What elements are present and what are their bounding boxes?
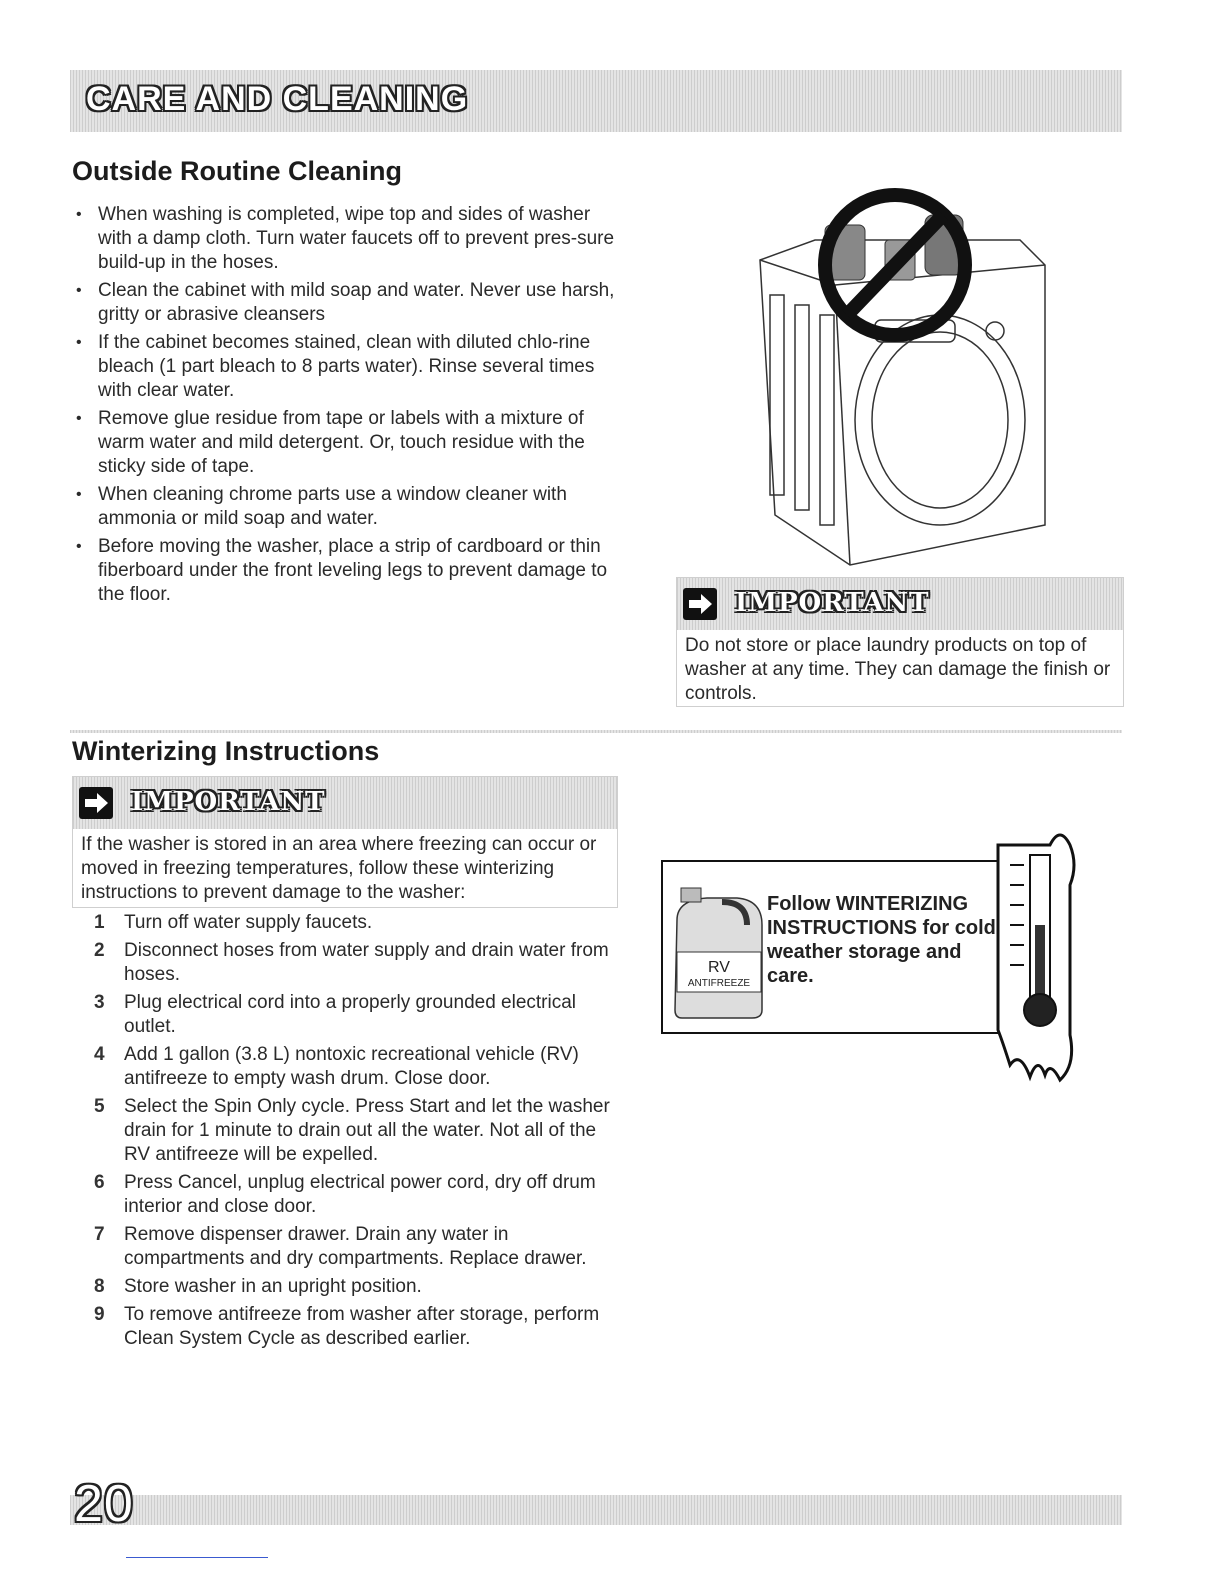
step-number: 8 [94,1276,105,1297]
callout-text: Follow WINTERIZING INSTRUCTIONS for cold weather storage and care. [767,893,996,987]
step-number: 2 [94,940,105,961]
section-divider [70,730,1122,733]
step-text: Turn off water supply faucets. [124,912,373,933]
step-text: Plug electrical cord into a properly grounded electrical outlet. [124,992,577,1037]
jug-label-rv: RV [708,959,730,976]
step-number: 1 [94,912,105,933]
washer-prohibited-illustration [755,185,1055,580]
arrow-right-icon [683,588,717,620]
important-notice-winterizing [72,776,618,908]
important-text: Do not store or place laundry products on top of washer at any time. They can damage the finish or controls. [685,635,1111,704]
winterizing-callout [661,860,1043,1034]
list-item [72,1275,616,1299]
important-header [677,578,1123,630]
list-item [72,1223,616,1271]
step-number: 3 [94,992,105,1013]
step-text: Store washer in an upright position. [124,1276,422,1297]
list-item: • If the cabinet becomes stained, clean with diluted chlo-rine bleach (1 part bleach to 8 parts water). Rinse several times with clear water. [72,331,620,403]
footer-bar [70,1495,1122,1525]
step-number: 6 [94,1172,105,1193]
page-number: 20 [74,1475,134,1533]
step-text: Remove dispenser drawer. Drain any water in compartments and dry compartments. Replace drawer. [124,1224,587,1269]
list-item: • Before moving the washer, place a strip of cardboard or thin fiberboard under the front leveling legs to prevent damage to the floor. [72,535,620,607]
outside-cleaning-list [72,203,620,611]
list-item: • Clean the cabinet with mild soap and water. Never use harsh, gritty or abrasive cleansers [72,279,620,327]
list-item: • When washing is completed, wipe top and sides of washer with a damp cloth. Turn water faucets off to prevent pres-sure build-up in the hoses. [72,203,620,275]
list-item [72,1171,616,1219]
winterizing-title: Winterizing Instructions [72,736,380,766]
important-notice-laundry-products [676,577,1124,707]
winterizing-steps [72,911,616,1355]
list-item: • Remove glue residue from tape or labels with a mixture of warm water and mild detergent. Or, touch residue with the sticky side of tape. [72,407,620,479]
banner-title: CARE AND CLEANING [86,80,469,118]
arrow-right-icon [79,787,113,819]
list-item: • When cleaning chrome parts use a window cleaner with ammonia or mild soap and water. [72,483,620,531]
step-text: Disconnect hoses from water supply and drain water from hoses. [124,940,609,985]
important-label: IMPORTANT [131,787,326,817]
important-label: IMPORTANT [735,588,930,618]
step-number: 9 [94,1304,105,1325]
important-text: If the washer is stored in an area where freezing can occur or moved in freezing temperatures, follow these winterizing instructions to prevent damage to the washer: [81,834,597,903]
step-text: Add 1 gallon (3.8 L) nontoxic recreational vehicle (RV) antifreeze to empty wash drum. Close door. [124,1044,579,1089]
list-item [72,1043,616,1091]
list-item [72,1095,616,1167]
jug-label-antifreeze: ANTIFREEZE [687,978,751,989]
footer-rule [126,1557,268,1558]
step-number: 7 [94,1224,105,1245]
frozen-thermometer-icon [990,825,1080,1085]
list-item [72,1303,616,1351]
step-text: Select the Spin Only cycle. Press Start and let the washer drain for 1 minute to drain out all the water. Not all of the RV antifreeze will be expelled. [124,1096,610,1165]
antifreeze-jug-icon [667,880,767,1020]
outside-cleaning-title: Outside Routine Cleaning [72,156,403,186]
step-text: To remove antifreeze from washer after storage, perform Clean System Cycle as described earlier. [124,1304,600,1349]
important-header [73,777,617,829]
list-item [72,939,616,987]
list-item [72,991,616,1039]
section-banner [70,70,1122,132]
step-text: Press Cancel, unplug electrical power cord, dry off drum interior and close door. [124,1172,596,1217]
list-item [72,911,616,935]
step-number: 5 [94,1096,105,1117]
step-number: 4 [94,1044,105,1065]
